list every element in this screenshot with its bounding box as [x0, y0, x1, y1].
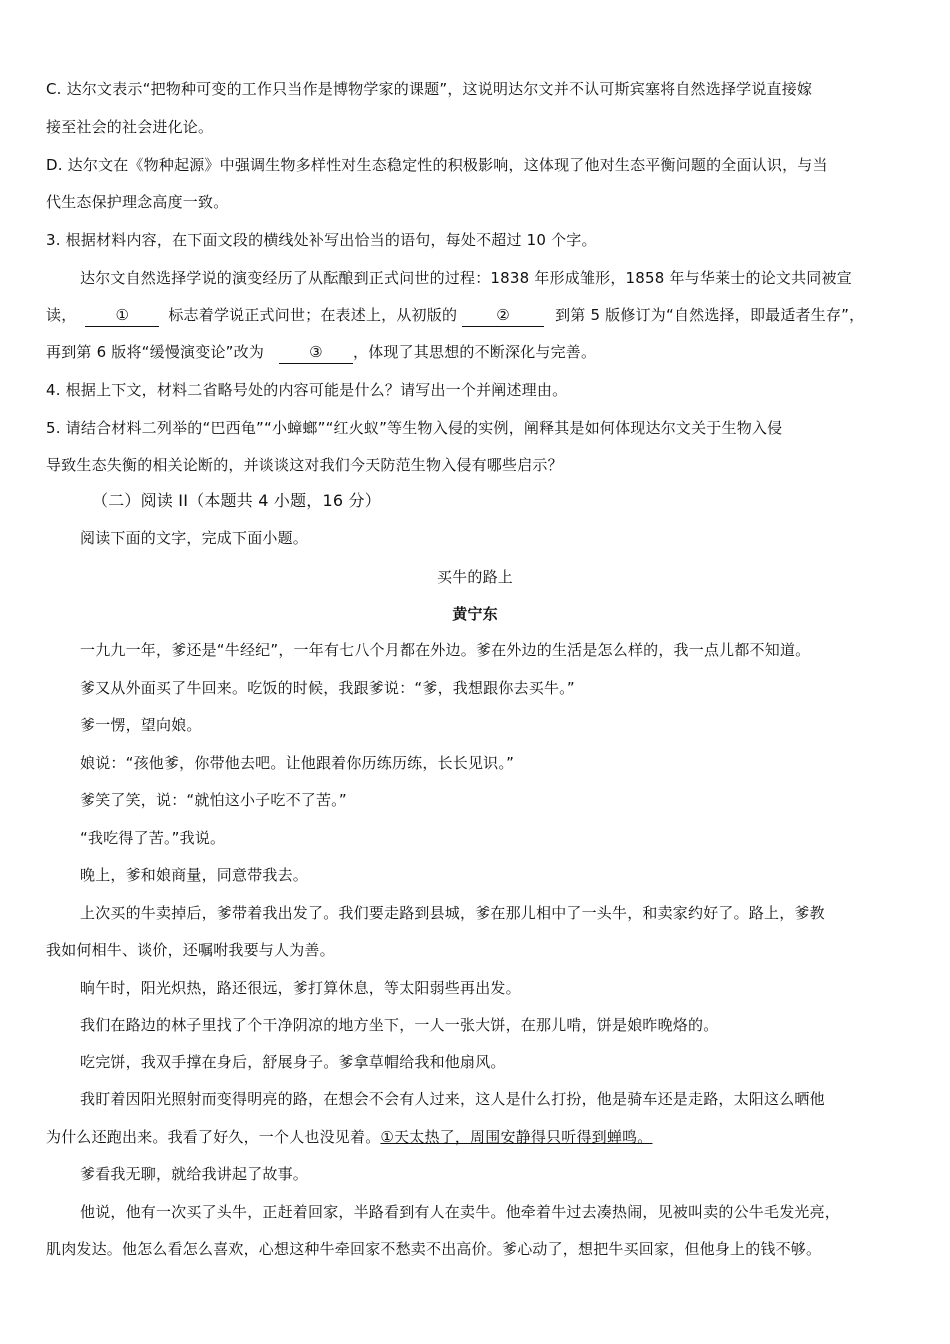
answer-blank-3[interactable]: ③: [279, 341, 353, 364]
underlined-sentence-1: ①天太热了，周围安静得只听得到蝉鸣。: [380, 1128, 653, 1146]
story-text: 为什么还跑出来。我看了好久，一个人也没见着。: [46, 1128, 381, 1146]
question-5-line-2: 导致生态失衡的相关论断的，并谈谈这对我们今天防范生物入侵有哪些启示？: [46, 456, 563, 474]
question-3-text: 到第 5 版修订为“自然选择，即最适者生存”，: [555, 306, 865, 324]
question-3-passage-line-2: [46, 304, 864, 327]
story-paragraph: “我吃得了苦。”我说。: [80, 829, 226, 847]
story-paragraph: 晚上，爹和娘商量，同意带我去。: [80, 866, 309, 884]
story-paragraph: 我盯着因阳光照射而变得明亮的路，在想会不会有人过来，这人是什么打扮，他是骑车还是走路，太阳这么晒他: [80, 1090, 825, 1108]
question-3-text: 读，: [46, 306, 77, 324]
story-paragraph: 爹看我无聊，就给我讲起了故事。: [80, 1165, 309, 1183]
question-5-line-1: 5. 请结合材料二列举的“巴西龟”“小蟑螂”“红火蚁”等生物入侵的实例，阐释其是如何体现达尔文关于生物入侵: [46, 419, 783, 437]
story-paragraph: 一九九一年，爹还是“牛经纪”，一年有七八个月都在外边。爹在外边的生活是怎么样的，我一点儿都不知道。: [80, 641, 811, 659]
question-3-passage-line-3: [46, 341, 596, 364]
question-3-text: 标志着学说正式问世；在表述上，从初版的: [168, 306, 458, 324]
story-paragraph-continued: 肌肉发达。他怎么看怎么喜欢，心想这种牛牵回家不愁卖不出高价。爹心动了，想把牛买回家，但他身上的钱不够。: [46, 1240, 822, 1258]
question-3-passage-line-1: 达尔文自然选择学说的演变经历了从酝酿到正式问世的过程：1838 年形成雏形，1858 年与华莱士的论文共同被宣: [80, 269, 852, 287]
story-paragraph: 爹又从外面买了牛回来。吃饭的时候，我跟爹说：“爹，我想跟你去买牛。”: [80, 679, 575, 697]
story-paragraph: 吃完饼，我双手撑在身后，舒展身子。爹拿草帽给我和他扇风。: [80, 1053, 506, 1071]
option-c-line-1: C. 达尔文表示“把物种可变的工作只当作是博物学家的课题”，这说明达尔文并不认可斯宾塞将自然选择学说直接嫁: [46, 80, 813, 98]
question-3-text: ，体现了其思想的不断深化与完善。: [353, 343, 597, 361]
story-paragraph-continued: 我如何相牛、谈价，还嘱咐我要与人为善。: [46, 941, 335, 959]
option-d-line-1: D. 达尔文在《物种起源》中强调生物多样性对生态稳定性的积极影响，这体现了他对生态平衡问题的全面认识，与当: [46, 156, 828, 174]
story-paragraph: 他说，他有一次买了头牛，正赶着回家，半路看到有人在卖牛。他牵着牛过去凑热闹，见被叫卖的公牛毛发光亮，: [80, 1203, 841, 1221]
story-title: 买牛的路上: [436, 568, 513, 586]
story-paragraph: 爹笑了笑，说：“就怕这小子吃不了苦。”: [80, 791, 347, 809]
story-author: 黄宁东: [452, 605, 498, 623]
story-paragraph: 我们在路边的林子里找了个干净阴凉的地方坐下，一人一张大饼，在那儿啃，饼是娘昨晚烙的。: [80, 1016, 719, 1034]
answer-blank-2[interactable]: ②: [462, 304, 544, 327]
question-3-prompt: 3. 根据材料内容，在下面文段的横线处补写出恰当的语句，每处不超过 10 个字。: [46, 231, 597, 249]
story-paragraph-continued: [46, 1126, 652, 1148]
story-paragraph: 上次买的牛卖掉后，爹带着我出发了。我们要走路到县城，爹在那儿相中了一头牛，和卖家约好了。路上，爹教: [80, 904, 825, 922]
section-heading: （二）阅读 II（本题共 4 小题，16 分）: [92, 491, 381, 510]
story-paragraph: 晌午时，阳光炽热，路还很远，爹打算休息，等太阳弱些再出发。: [80, 979, 521, 997]
reading-instruction: 阅读下面的文字，完成下面小题。: [80, 529, 309, 547]
answer-blank-1[interactable]: ①: [85, 304, 159, 327]
option-c-line-2: 接至社会的社会进化论。: [46, 118, 214, 136]
question-3-text: 再到第 6 版将“缓慢演变论”改为: [46, 343, 265, 361]
option-d-line-2: 代生态保护理念高度一致。: [46, 193, 229, 211]
question-4-prompt: 4. 根据上下文，材料二省略号处的内容可能是什么？请写出一个并阐述理由。: [46, 381, 568, 399]
story-paragraph: 娘说：“孩他爹，你带他去吧。让他跟着你历练历练，长长见识。”: [80, 754, 515, 772]
story-paragraph: 爹一愣，望向娘。: [80, 716, 202, 734]
